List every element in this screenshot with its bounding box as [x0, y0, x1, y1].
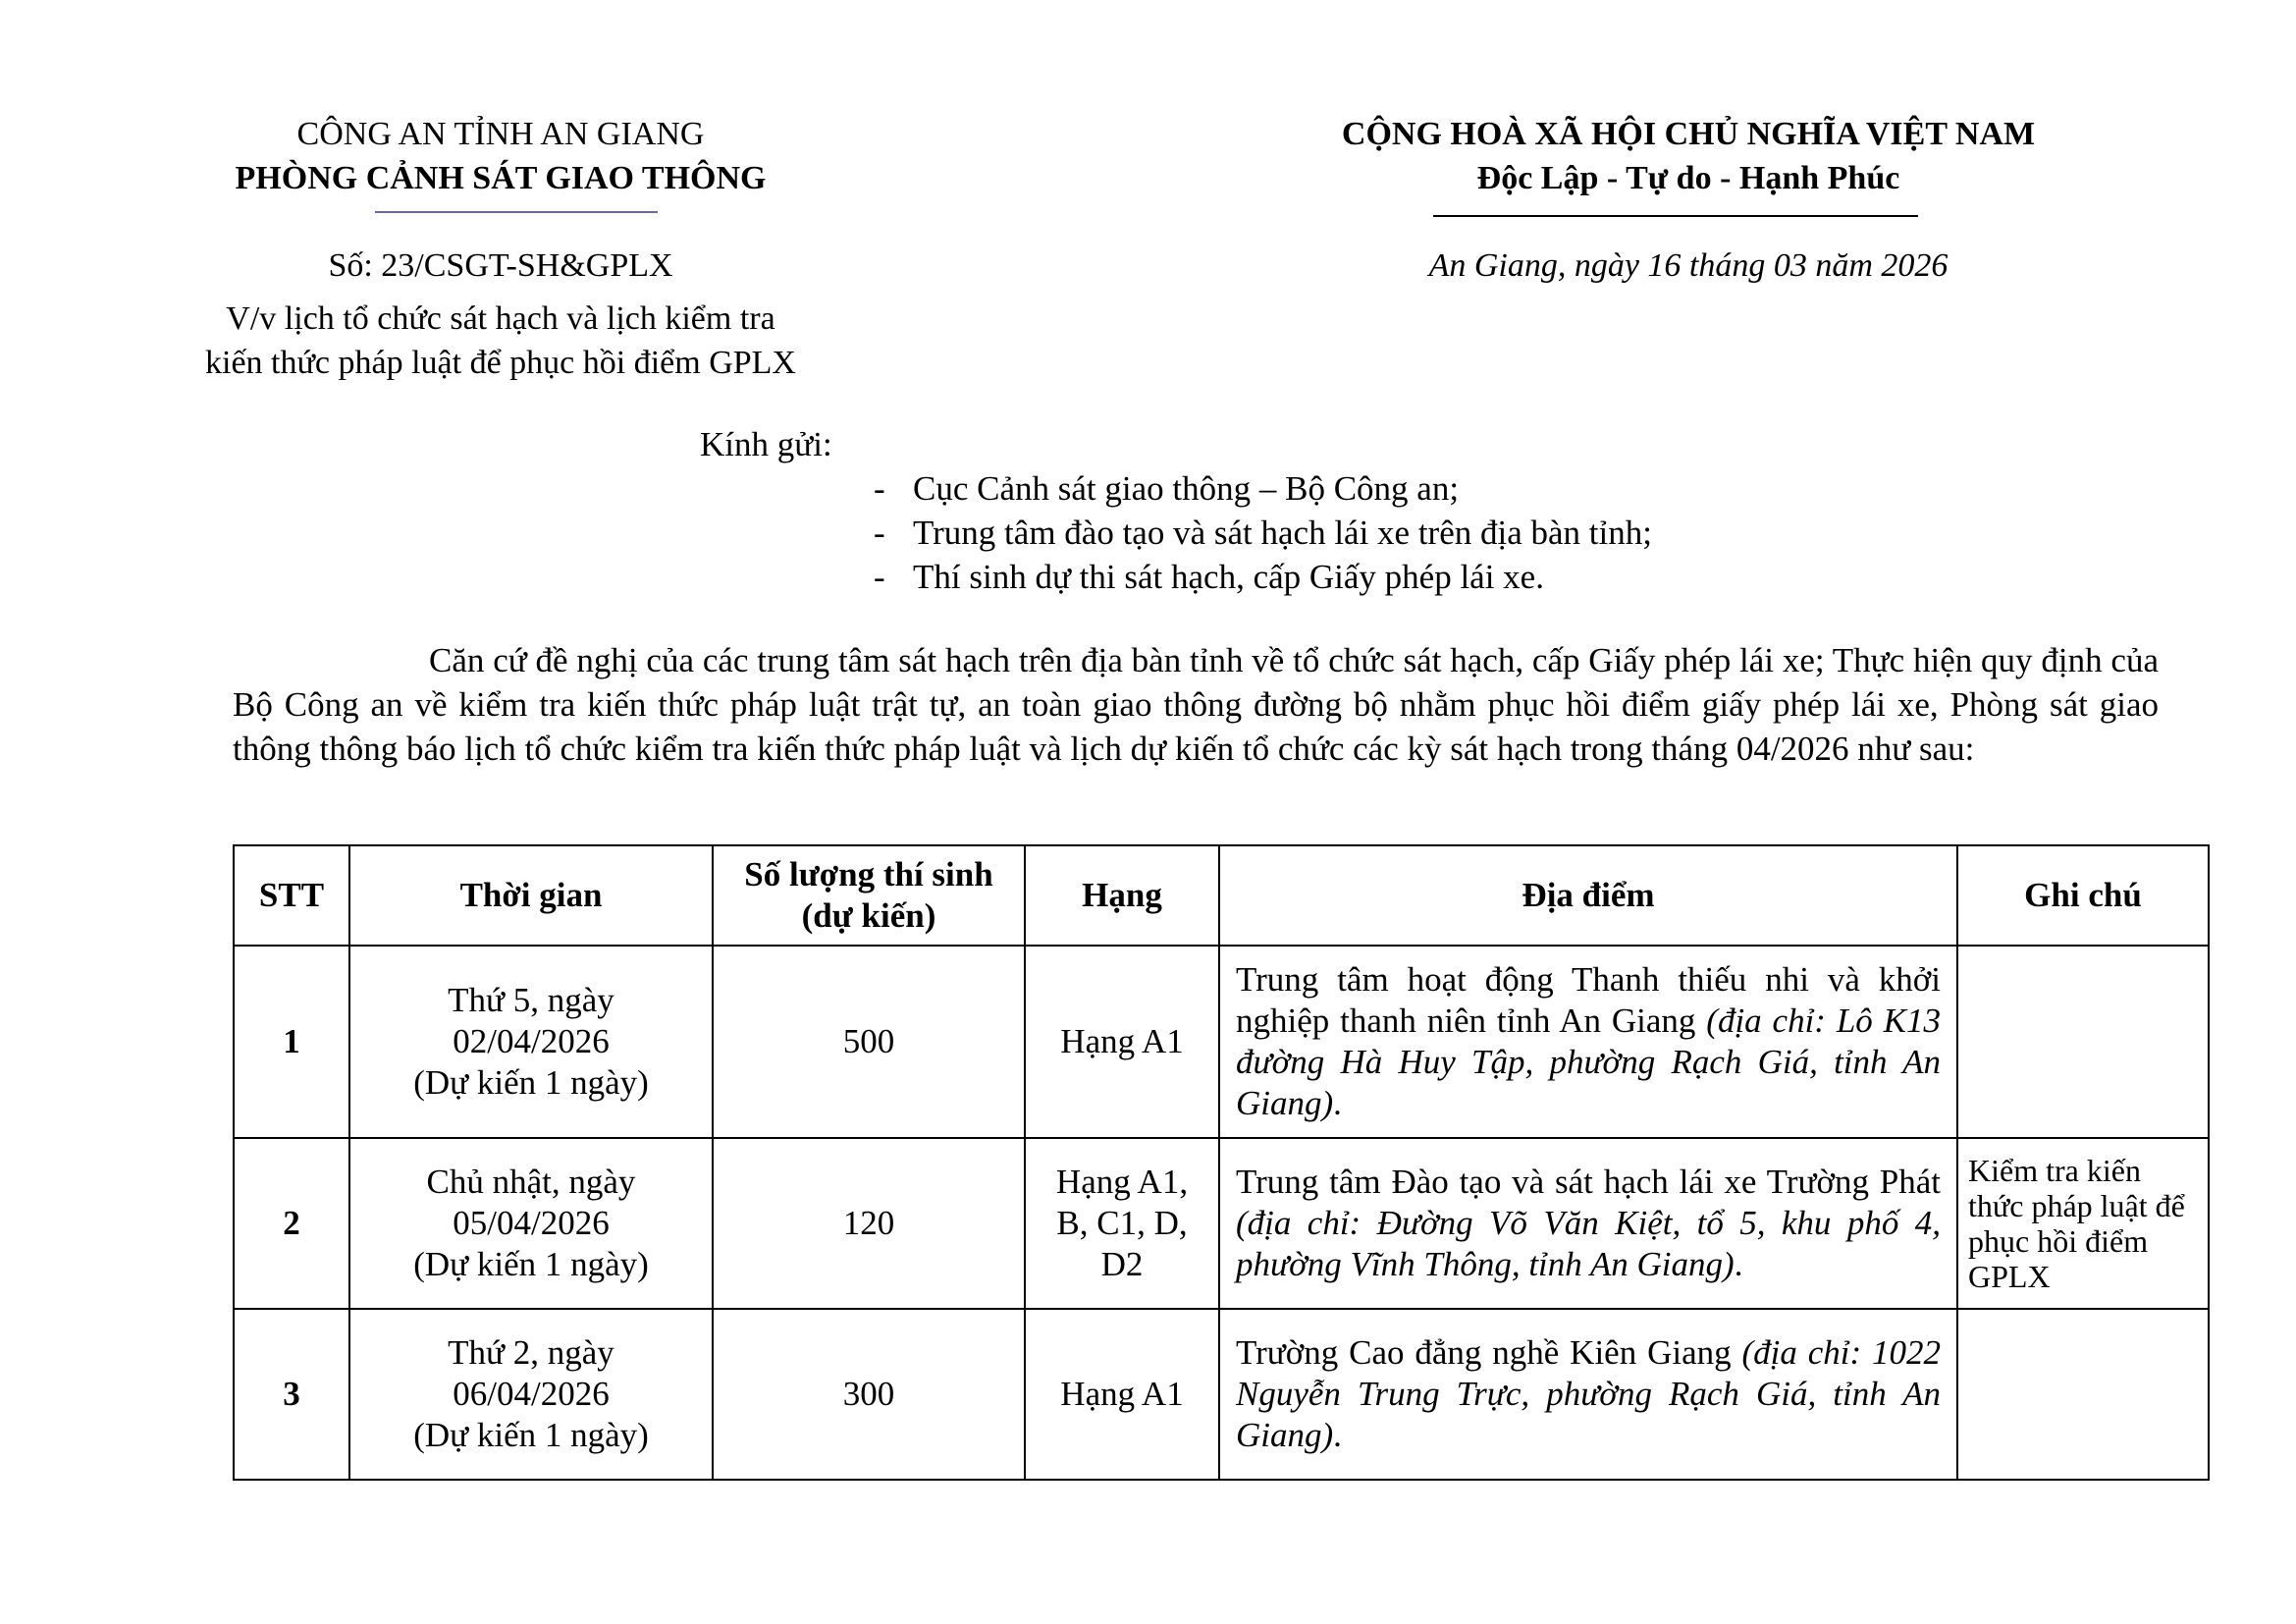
time-line: 05/04/2026 — [453, 1204, 610, 1242]
cell-count: 120 — [713, 1138, 1025, 1309]
department-name: PHÒNG CẢNH SÁT GIAO THÔNG — [235, 160, 767, 196]
cell-note: Kiểm tra kiến thức pháp luật để phục hồi điểm GPLX — [1957, 1138, 2209, 1309]
location-address: (địa chỉ: Lô K13 đường Hà Huy Tập, phường Rạch Giá, tỉnh An Giang) — [1236, 1001, 1941, 1122]
document-subject — [157, 297, 844, 385]
recipient-text: Trung tâm đào tạo và sát hạch lái xe trên địa bàn tỉnh; — [913, 514, 1652, 552]
header-location: Địa điểm — [1219, 845, 1957, 946]
location-name: Trường Cao đẳng nghề Kiên Giang — [1236, 1333, 1742, 1372]
issuing-agency-block — [157, 112, 844, 200]
recipient-item: - Cục Cảnh sát giao thông – Bộ Công an; — [874, 469, 1460, 508]
table-row — [234, 946, 2209, 1138]
cell-note — [1957, 1309, 2209, 1480]
class-line: Hạng A1, — [1055, 1163, 1189, 1201]
header-count-line: (dự kiến) — [801, 896, 936, 935]
cell-time — [349, 1309, 713, 1480]
recipient-text: Thí sinh dự thi sát hạch, cấp Giấy phép lái xe. — [913, 558, 1544, 596]
time-line: Thứ 2, ngày — [448, 1333, 614, 1372]
table-row — [234, 1138, 2209, 1309]
location-end: . — [1333, 1416, 1342, 1454]
location-address: (địa chỉ: Đường Võ Văn Kiệt, tổ 5, khu phố 4, phường Vĩnh Thông, tỉnh An Giang) — [1236, 1204, 1941, 1283]
cell-count: 300 — [713, 1309, 1025, 1480]
cell-class — [1025, 946, 1219, 1138]
agency-name: CÔNG AN TỈNH AN GIANG — [296, 116, 705, 152]
header-count — [713, 845, 1025, 946]
class-line: Hạng A1 — [1060, 1022, 1184, 1060]
issue-date: An Giang, ngày 16 tháng 03 năm 2026 — [1428, 247, 1949, 284]
cell-stt: 3 — [234, 1309, 349, 1480]
time-line: 06/04/2026 — [453, 1375, 610, 1413]
recipient-list — [874, 466, 1652, 599]
location-end: . — [1734, 1245, 1743, 1283]
national-title-block — [1247, 112, 2130, 200]
header-note: Ghi chú — [1957, 845, 2209, 946]
cell-class — [1025, 1138, 1219, 1309]
motto-underline — [1433, 215, 1918, 217]
time-line: (Dự kiến 1 ngày) — [413, 1245, 649, 1283]
table-header-row — [234, 845, 2209, 946]
location-name: Trung tâm hoạt động Thanh thiếu nhi và khởi nghiệp thanh niên tỉnh An Giang — [1236, 960, 1941, 1040]
time-line: (Dự kiến 1 ngày) — [413, 1063, 649, 1102]
header-class: Hạng — [1025, 845, 1219, 946]
class-line: D2 — [1100, 1245, 1144, 1283]
header-count-line: Số lượng thí sinh — [744, 855, 993, 893]
cell-note — [1957, 946, 2209, 1138]
greeting-label: Kính gửi: — [700, 425, 832, 463]
cell-time — [349, 946, 713, 1138]
cell-class — [1025, 1309, 1219, 1480]
cell-stt: 1 — [234, 946, 349, 1138]
header-time: Thời gian — [349, 845, 713, 946]
cell-count: 500 — [713, 946, 1025, 1138]
cell-location — [1219, 1309, 1957, 1480]
time-line: (Dự kiến 1 ngày) — [413, 1416, 649, 1454]
national-motto: Độc Lập - Tự do - Hạnh Phúc — [1476, 160, 1900, 196]
subject-line: V/v lịch tổ chức sát hạch và lịch kiểm tra — [226, 300, 775, 337]
time-line: Thứ 5, ngày — [448, 981, 614, 1019]
table-row — [234, 1309, 2209, 1480]
document-number: Số: 23/CSGT-SH&GPLX — [328, 247, 673, 284]
location-name: Trung tâm Đào tạo và sát hạch lái xe Trường Phát — [1236, 1163, 1941, 1201]
schedule-table — [233, 844, 2210, 1481]
class-line: Hạng A1 — [1060, 1375, 1184, 1413]
intro-paragraph: Căn cứ đề nghị của các trung tâm sát hạch trên địa bàn tỉnh về tổ chức sát hạch, cấp Giấy phép lái xe; Thực hiện quy định của Bộ Công an về kiểm tra kiến thức pháp luật trật tự, an toàn giao thông đường bộ nhằm phục hồi điểm giấy phép lái xe, Phòng sát giao thông thông báo lịch tổ chức kiểm tra kiến thức pháp luật và lịch dự kiến tổ chức các kỳ sát hạch trong tháng 04/2026 như sau: — [233, 641, 2159, 768]
class-line: B, C1, D, — [1056, 1204, 1188, 1242]
recipient-item: - Trung tâm đào tạo và sát hạch lái xe trên địa bàn tỉnh; — [874, 514, 1652, 552]
location-end: . — [1333, 1084, 1342, 1122]
time-line: 02/04/2026 — [453, 1022, 610, 1060]
recipient-item: - Thí sinh dự thi sát hạch, cấp Giấy phép lái xe. — [874, 558, 1544, 596]
location-address: (địa chỉ: 1022 Nguyễn Trung Trực, phường Rạch Giá, tỉnh An Giang) — [1236, 1333, 1941, 1454]
header-stt: STT — [234, 845, 349, 946]
cell-time — [349, 1138, 713, 1309]
department-underline — [375, 211, 658, 213]
subject-line: kiến thức pháp luật để phục hồi điểm GPLX — [205, 345, 796, 381]
time-line: Chủ nhật, ngày — [426, 1163, 636, 1201]
cell-location — [1219, 1138, 1957, 1309]
country-name: CỘNG HOÀ XÃ HỘI CHỦ NGHĨA VIỆT NAM — [1341, 116, 2036, 152]
cell-stt: 2 — [234, 1138, 349, 1309]
cell-location — [1219, 946, 1957, 1138]
recipient-text: Cục Cảnh sát giao thông – Bộ Công an; — [913, 469, 1460, 508]
